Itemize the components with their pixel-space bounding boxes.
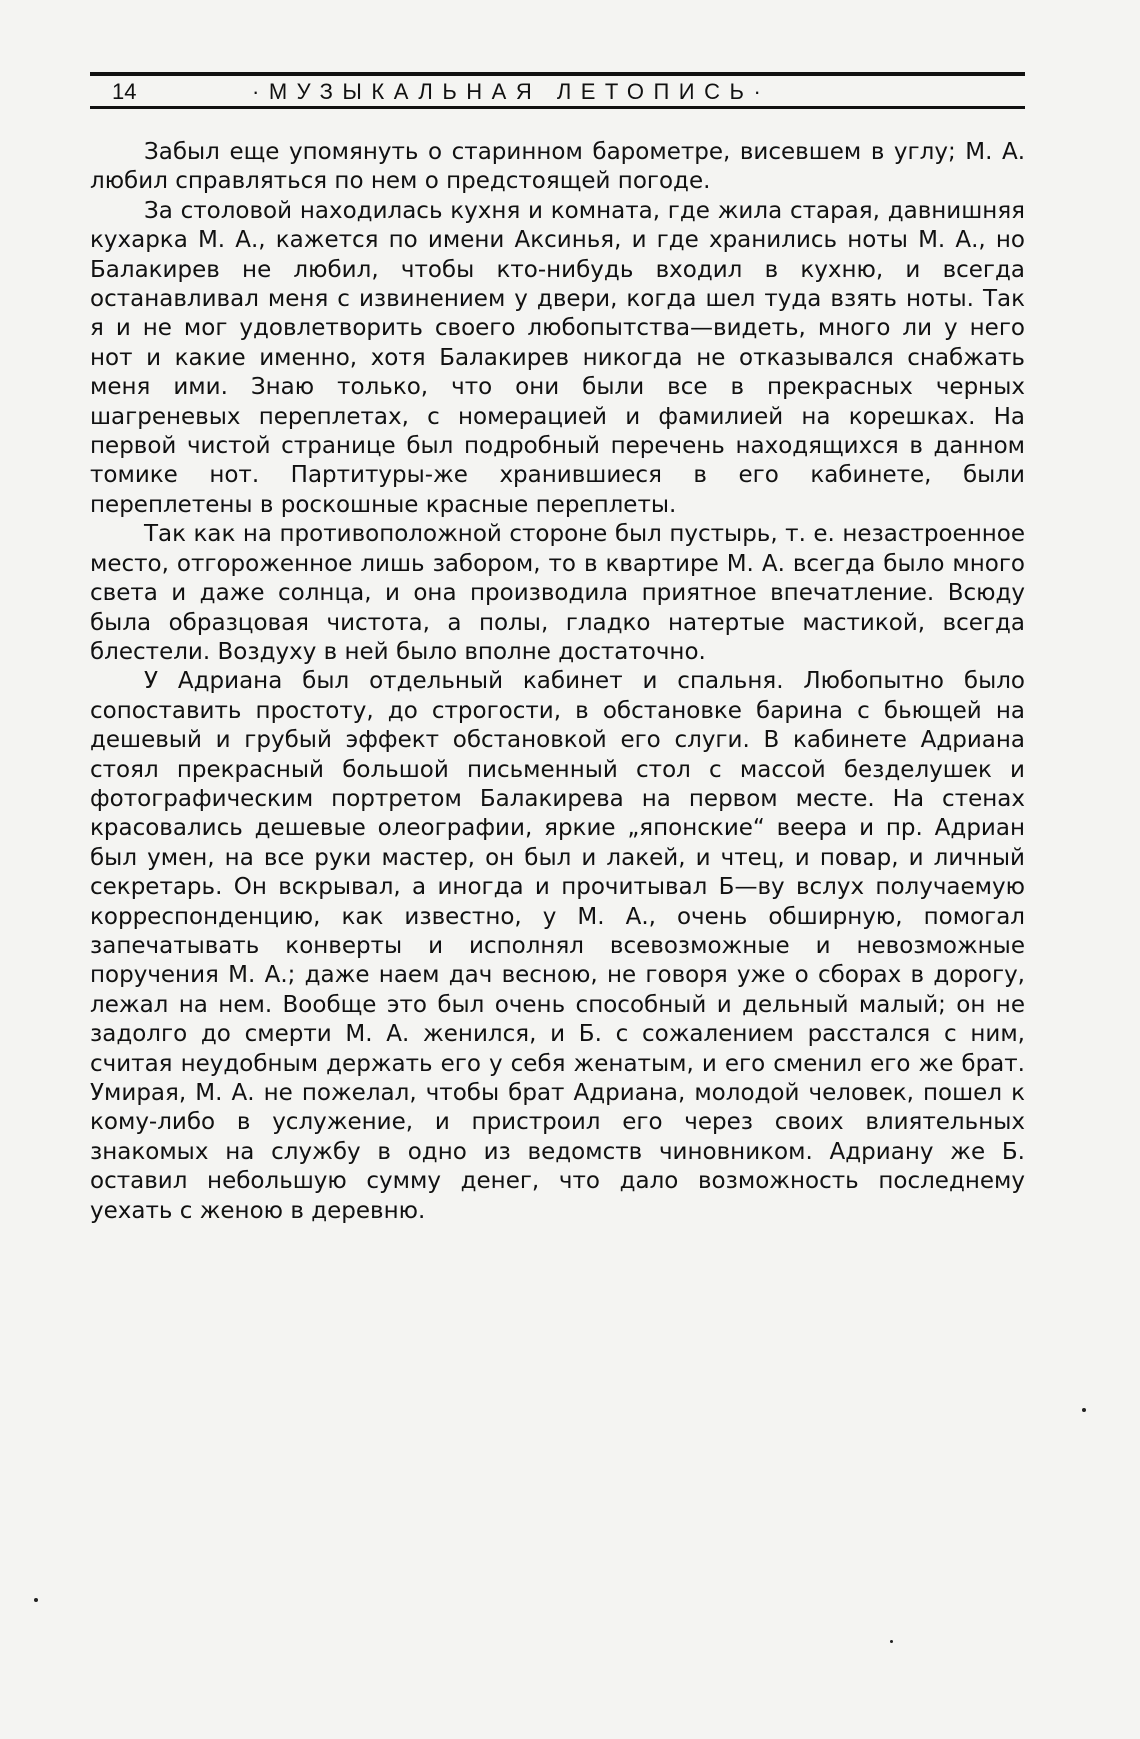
print-speck xyxy=(1082,1408,1086,1412)
paragraph-apartment: Так как на противоположной стороне был пустырь, т. е. незастроенное место, отгороженное лишь забором, то в квартире М. А. всегда было много света и даже солнца, и она производила приятное впечатление. Всюду была образцовая чистота, а полы, гладко натертые мастикой, всегда блестели. Воздуху в ней было вполне достаточно. xyxy=(90,521,1025,665)
print-speck xyxy=(890,1640,893,1643)
header-rule-bottom xyxy=(90,106,1025,109)
body-text xyxy=(90,138,1025,1226)
running-head: ·МУЗЫКАЛЬНАЯ ЛЕТОПИСЬ· xyxy=(252,79,771,104)
book-page xyxy=(90,60,1025,1700)
paragraph-adrian: У Адриана был отдельный кабинет и спальня. Любопытно было сопоставить простоту, до строгости, в обстановке барина с бьющей на дешевый и грубый эффект обстановкой его слуги. В кабинете Адриана стоял прекрасный большой письменный стол с массой безделушек и фотографическим портретом Балакирева на первом месте. На стенах красовались дешевые олеографии, яркие „японские“ веера и пр. Адриан был умен, на все руки мастер, он был и лакей, и чтец, и повар, и личный секретарь. Он вскрывал, а иногда и прочитывал Б—ву вслух получаемую корреспонденцию, как известно, у М. А., очень обширную, помогал запечатывать конверты и исполнял всевозможные и невозможные поручения М. А.; даже наем дач весною, не говоря уже о сборах в дорогу, лежал на нем. Вообще это был очень способный и дельный малый; он не задолго до смерти М. А. женился, и Б. с сожалением расстался с ним, считая неудобным держать его у себя женатым, и его сменил его же брат. Умирая, М. А. не пожелал, чтобы брат Адриана, молодой человек, пошел к кому-либо в услужение, и пристроил его через своих влиятельных знакомых на службу в одно из ведомств чиновником. Адриану же Б. оставил небольшую сумму денег, что дало возможность последнему уехать с женою в деревню. xyxy=(90,668,1025,1224)
paragraph-kitchen: За столовой находилась кухня и комната, где жила старая, давнишняя кухарка М. А., кажется по имени Аксинья, и где хранились ноты М. А., но Балакирев не любил, чтобы кто-нибудь входил в кухню, и всегда останавливал меня с извинением у двери, когда шел туда взять ноты. Так я и не мог удовлетворить своего любопытства—видеть, много ли у него нот и какие именно, хотя Балакирев никогда не отказывался снабжать меня ими. Знаю только, что они были все в прекрасных черных шагреневых переплетах, с номерацией и фамилией на корешках. На первой чистой странице был подробный перечень находящихся в данном томике нот. Партитуры-же хранившиеся в его кабинете, были переплетены в роскошные красные переплеты. xyxy=(90,197,1025,518)
print-speck xyxy=(34,1598,38,1602)
paragraph-barometer: Забыл еще упомянуть о старинном барометре, висевшем в углу; М. А. любил справляться по нем о предстоящей погоде. xyxy=(90,139,1025,195)
page-number: 14 xyxy=(112,79,137,104)
page-header xyxy=(90,60,1025,115)
header-rule-top xyxy=(90,72,1025,76)
